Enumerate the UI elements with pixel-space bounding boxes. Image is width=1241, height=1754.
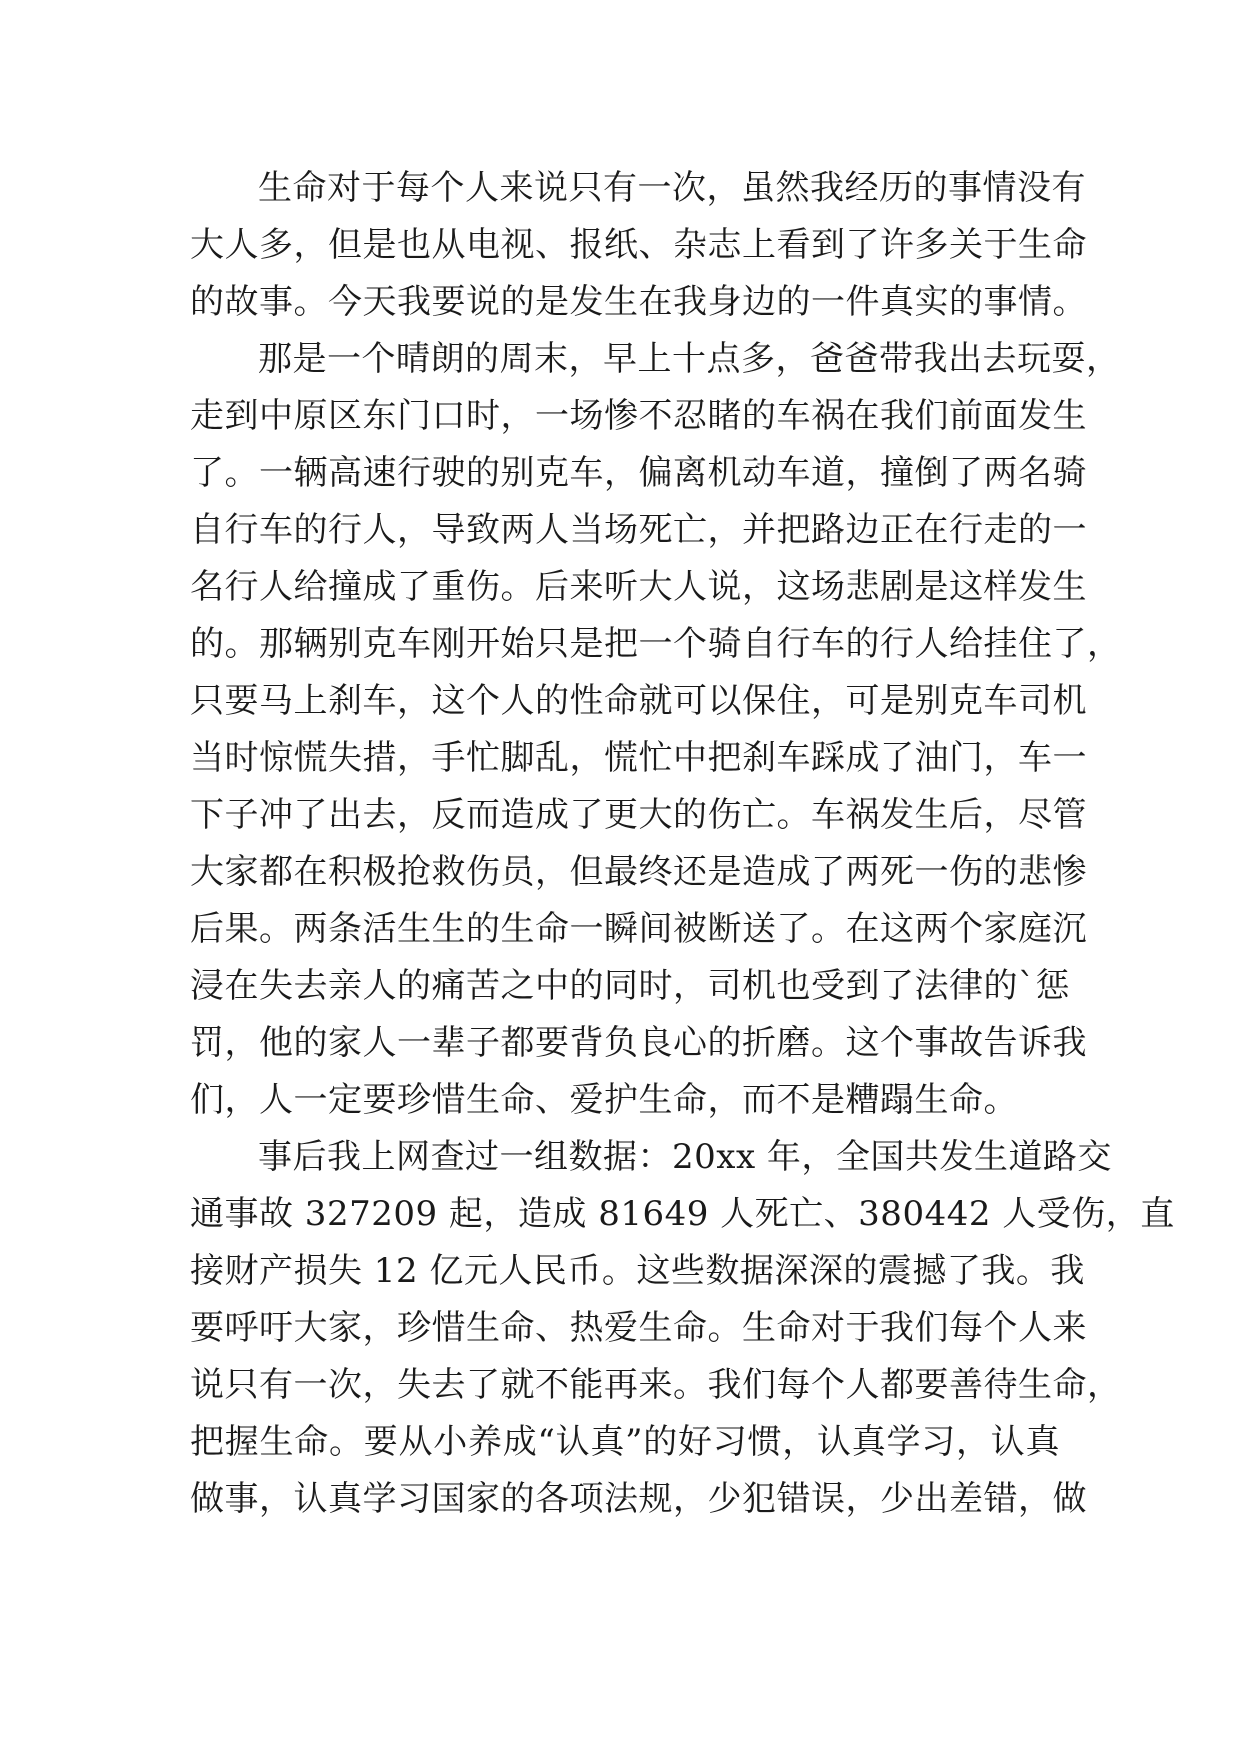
text-line: 浸在失去亲人的痛苦之中的同时，司机也受到了法律的`惩: [190, 966, 1070, 1006]
text-line: 把握生命。要从小养成“认真”的好习惯，认真学习，认真: [190, 1422, 1060, 1462]
text-line: 大家都在积极抢救伤员，但最终还是造成了两死一伤的悲惨: [190, 852, 1087, 892]
text-line: 的。那辆别克车刚开始只是把一个骑自行车的行人给挂住了，: [190, 624, 1122, 664]
text-line: 走到中原区东门口时，一场惨不忍睹的车祸在我们前面发生: [190, 396, 1087, 436]
essay-body: [190, 160, 1175, 1528]
text-line: 下子冲了出去，反而造成了更大的伤亡。车祸发生后，尽管: [190, 795, 1087, 835]
text-line: 通事故 327209 起，造成 81649 人死亡、380442 人受伤，直: [190, 1194, 1175, 1234]
text-line: 的故事。今天我要说的是发生在我身边的一件真实的事情。: [190, 282, 1087, 322]
text-line: 当时惊慌失措，手忙脚乱，慌忙中把刹车踩成了油门，车一: [190, 738, 1087, 778]
text-line: 生命对于每个人来说只有一次，虽然我经历的事情没有: [258, 168, 1086, 208]
text-line: 那是一个晴朗的周末，早上十点多，爸爸带我出去玩耍，: [258, 339, 1121, 379]
text-line: 只要马上刹车，这个人的性命就可以保住，可是别克车司机: [190, 681, 1087, 721]
paragraph-3: [190, 1129, 1175, 1528]
text-line: 了。一辆高速行驶的别克车，偏离机动车道，撞倒了两名骑: [190, 453, 1087, 493]
text-line: 自行车的行人，导致两人当场死亡，并把路边正在行走的一: [190, 510, 1087, 550]
text-line: 说只有一次，失去了就不能再来。我们每个人都要善待生命，: [190, 1365, 1122, 1405]
text-line: 们，人一定要珍惜生命、爱护生命，而不是糟蹋生命。: [190, 1080, 1018, 1120]
text-line: 接财产损失 12 亿元人民币。这些数据深深的震撼了我。我: [190, 1251, 1085, 1291]
paragraph-2: [190, 331, 1122, 1129]
text-line: 事后我上网查过一组数据：20xx 年，全国共发生道路交: [258, 1137, 1112, 1177]
text-line: 名行人给撞成了重伤。后来听大人说，这场悲剧是这样发生: [190, 567, 1087, 607]
paragraph-1: [190, 160, 1087, 331]
text-line: 后果。两条活生生的生命一瞬间被断送了。在这两个家庭沉: [190, 909, 1087, 949]
text-line: 大人多，但是也从电视、报纸、杂志上看到了许多关于生命: [190, 225, 1087, 265]
text-line: 罚，他的家人一辈子都要背负良心的折磨。这个事故告诉我: [190, 1023, 1087, 1063]
text-line: 要呼吁大家，珍惜生命、热爱生命。生命对于我们每个人来: [190, 1308, 1087, 1348]
text-line: 做事，认真学习国家的各项法规，少犯错误，少出差错，做: [190, 1479, 1087, 1519]
